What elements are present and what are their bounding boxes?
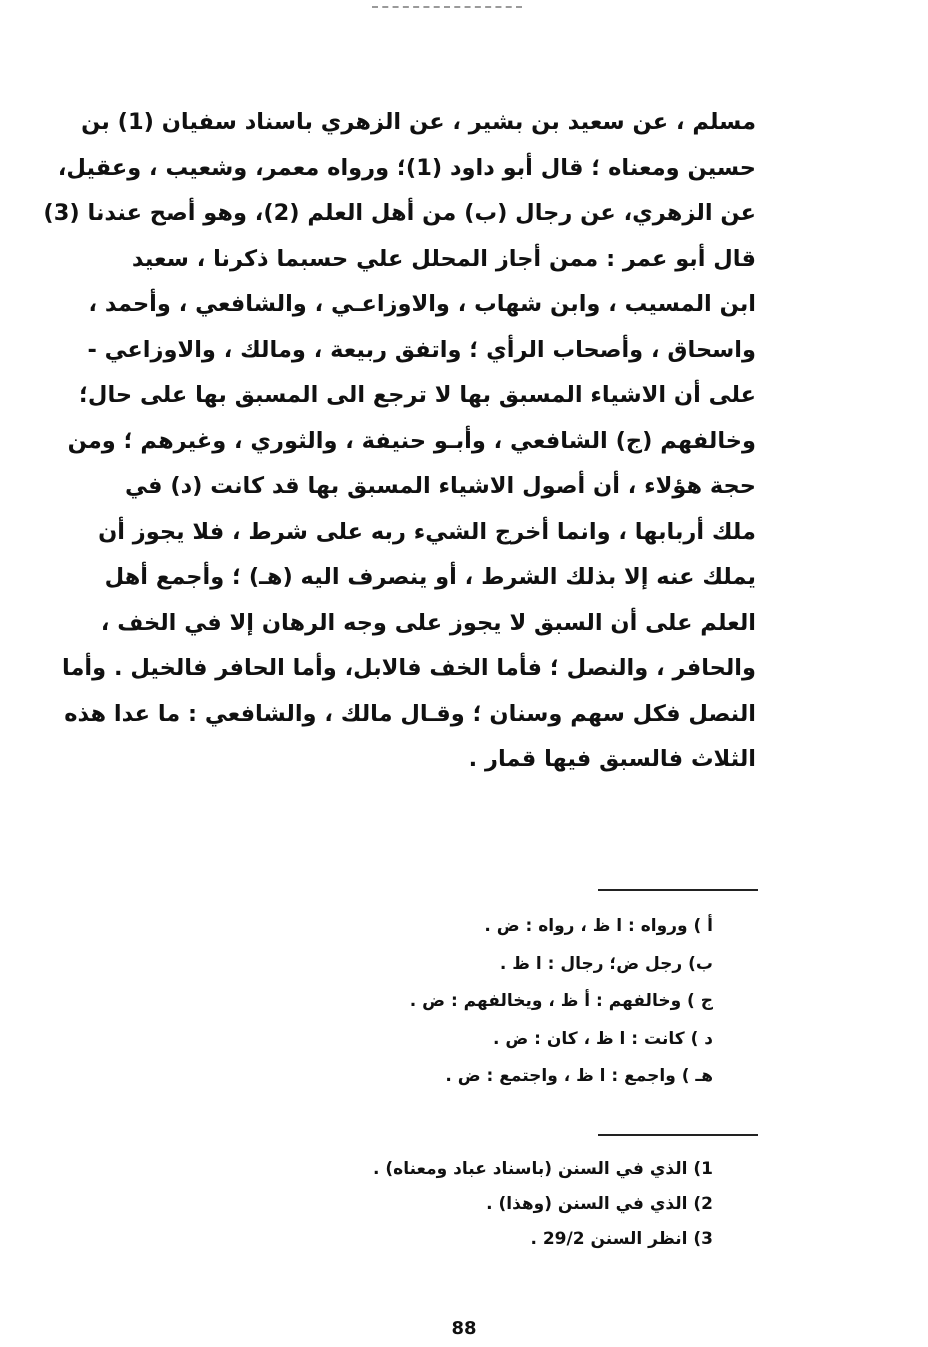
variant-note: ب) رجل ض؛ رجال : ا ظ . (499, 953, 713, 974)
text-line: ملك أربابها ، وانما أخرج الشيء ربه على شرط ، فلا يجوز أن (98, 518, 756, 545)
text-line: على أن الاشياء المسبق بها لا ترجع الى المسبق بها على حال؛ (78, 382, 756, 408)
reference-note: 3) انظر السنن 29/2 . (530, 1229, 713, 1249)
reference-note: 2) الذي في السنن (وهذا) . (486, 1194, 713, 1214)
text-line: يملك عنه إلا بذلك الشرط ، أو ينصرف اليه (هـ) ؛ وأجمع أهل (104, 564, 756, 590)
text-line: الثلاث فالسبق فيها قمار . (468, 746, 756, 772)
top-margin-dashes (372, 6, 522, 8)
text-line: ابن المسيب ، وابن شهاب ، والاوزاعـي ، والشافعي ، وأحمد ، (88, 291, 756, 317)
page-number: 88 (451, 1318, 477, 1339)
text-line: واسحاق ، وأصحاب الرأي ؛ واتفق ربيعة ، ومالك ، والاوزاعي - (87, 336, 756, 363)
reference-note: 1) الذي في السنن (باسناد عباد ومعناه) . (373, 1159, 713, 1179)
text-line: قال أبو عمر : ممن أجاز المحلل علي حسبما ذكرنا ، سعيد (131, 245, 756, 272)
variant-note: أ ) ورواه : ا ظ ، رواه : ض . (484, 916, 713, 936)
variant-note: هـ ) واجمع : ا ظ ، واجتمع : ض . (445, 1066, 713, 1086)
text-line: مسلم ، عن سعيد بن بشير ، عن الزهري باسناد سفيان (1) بن (81, 109, 756, 135)
footnote-divider-references (598, 1134, 758, 1136)
variant-footnotes (253, 908, 713, 1096)
reference-footnotes (253, 1152, 713, 1257)
footnote-divider-variants (598, 889, 758, 891)
text-line: حسين ومعناه ؛ قال أبو داود (1)؛ ورواه معمر، وشعيب ، وعقيل، (57, 154, 756, 181)
text-line: وخالفهم (ج) الشافعي ، وأبـو حنيفة ، والثوري ، وغيرهم ؛ ومن (67, 427, 756, 454)
text-line: عن الزهري، عن رجال (ب) من أهل العلم (2)، وهو أصح عندنا (3) (43, 200, 756, 226)
variant-note: ج ) وخالفهم : أ ظ ، ويخالفهم : ض . (409, 991, 713, 1011)
text-line: والحافر ، والنصل ؛ فأما الخف فالابل، وأما الحافر فالخيل . وأما (62, 655, 756, 681)
variant-note: د ) كانت : ا ظ ، كان : ض . (493, 1028, 713, 1049)
text-line: حجة هؤلاء ، أن أصول الاشياء المسبق بها قد كانت (د) في (125, 473, 756, 499)
text-line: العلم على أن السبق لا يجوز على وجه الرهان إلا في الخف ، (100, 609, 756, 636)
main-text (43, 100, 756, 783)
text-line: النصل فكل سهم وسنان ؛ وقـال مالك ، والشافعي : ما عدا هذه (64, 700, 756, 727)
